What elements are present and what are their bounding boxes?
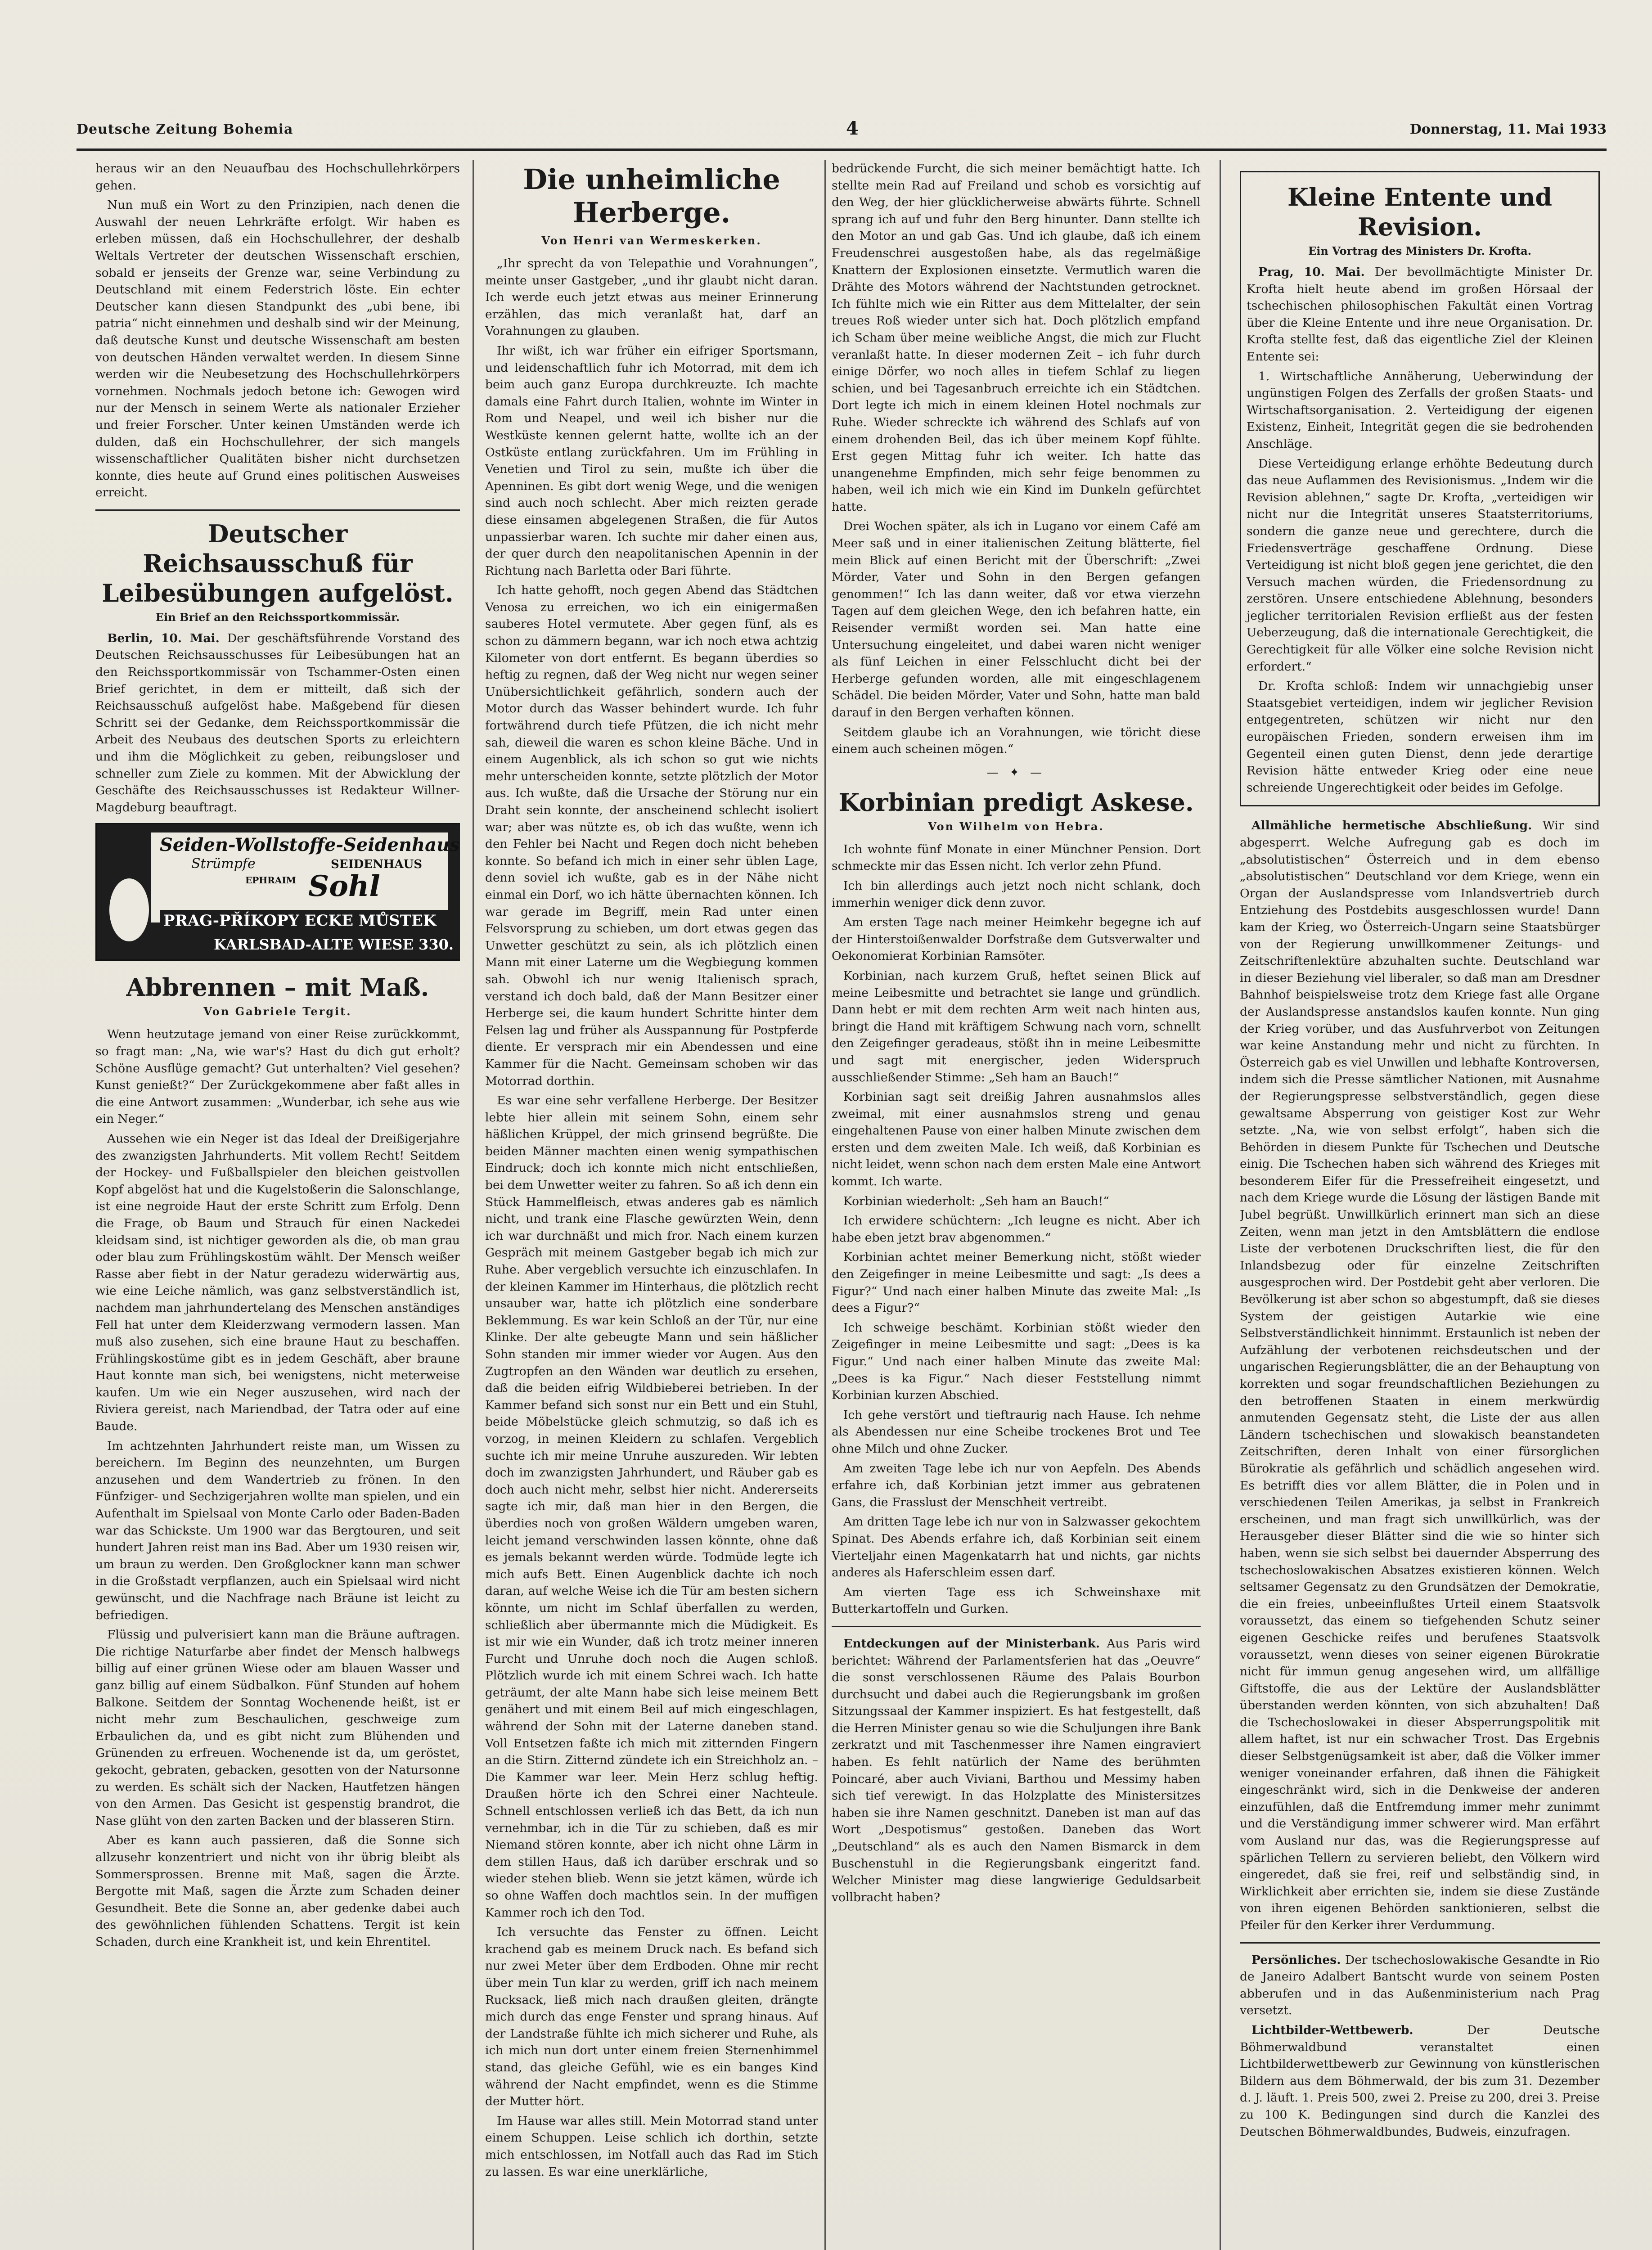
article-text: Am ersten Tage nach meiner Heimkehr begegne ich auf der Hinterstoißenwalder Dorfstraße dem Gutsverwalter und Oekonomierat Korbinian Ramsöter.: [832, 915, 1201, 963]
paper-name: Deutsche Zeitung Bohemia: [77, 122, 293, 137]
article-text: Ich hatte gehofft, noch gegen Abend das Städtchen Venosa zu erreichen, wo ich ein einigermaßen sauberes Hotel vermutete. Aber gegen fünf, als es schon zu dämmern begann, war ich noch etwa achtzig Kilometer von dort entfernt. Es begann überdies so heftig zu regnen, daß der Weg nicht nur wegen seiner Unübersichtlichkeit gefährlich, sondern auch der Motor durch das Wasser behindert wurde. Ich fuhr fortwährend durch tiefe Pfützen, die ich nicht mehr sah, dieweil die waren es schon kleine Bäche. Und in einem Augenblick, als ich schon so gut wie nichts mehr unterscheiden konnte, setzte plötzlich der Motor aus. Ich wußte, daß die Ursache der Störung nur ein Draht sein konnte, der anscheinend schlecht isoliert war; aber was nützte es, ob ich das wußte, wenn ich den Fehler bei Nacht und Regen doch nicht beheben konnte. So befand ich mich in einer sehr üblen Lage, denn soviel ich wußte, gab es in der Nähe nicht einmal ein Dorf, wo ich hätte übernachten können. Ich war gerade im Begriff, mein Rad unter einen Felsvorsprung zu schieben, um dort etwas gegen das Unwetter geschützt zu sein, als ich plötzlich einen Mann mit einer Laterne um die Wegbiegung kommen sah. Obwohl ich nur wenig Italienisch sprach, verstand ich doch bald, daß der Mann Besitzer einer Herberge sei, die kaum hundert Schritte hinter dem Felsen lag und früher als Ausspannung für Postpferde diente. Er versprach mir ein Abendessen und eine Kammer für die Nacht. Gemeinsam schoben wir das Motorrad dorthin.: [485, 583, 818, 1088]
article-text: Dr. Krofta schloß: Indem wir unnachgiebig unser Staatsgebiet verteidigen, indem wir jeglicher Revision entgegentreten, schützen wir nicht nur den europäischen Frieden, sondern erweisen ihm im Gegenteil einen guten Dienst, denn jede derartige Revision hätte entweder Krieg oder eine neue schreiende Ungerechtigkeit oder beides im Gefolge.: [1247, 679, 1593, 795]
page-number: 4: [846, 118, 859, 139]
column-rule: [824, 160, 826, 2250]
article-text: Im achtzehnten Jahrhundert reiste man, um Wissen zu bereichern. Im Beginn des neunzehnten, um Burgen anzusehen und dem Wandertrieb zu frönen. In den Fünfziger- und Sechzigerjahren wollte man spielen, und ein Aufenthalt im Spielsaal von Monte Carlo oder Baden-Baden war das Schickste. Um 1900 war das Bergtouren, und seit hundert Jahren reist man ins Bad. Aber um 1930 reisen wir, um braun zu werden. Den Großglockner kann man schwer in die Großstadt verpflanzen, auch ein Spielsaal wird nicht gewünscht, und die Nachfrage nach Bräune ist leicht zu befriedigen.: [95, 1439, 460, 1622]
column-4: [1240, 160, 1600, 2143]
article-text: Am zweiten Tage lebe ich nur von Aepfeln. Des Abends erfahre ich, daß Korbinian jetzt immer aus gebratenen Gans, die Frasslust der Menschheit vertreibt.: [832, 1461, 1201, 1509]
byline: Von Wilhelm von Hebra.: [928, 819, 1104, 833]
article-text: Diese Verteidigung erlange erhöhte Bedeutung durch das neue Auflammen des Revisionismus. „Indem wir die Revision ablehnen,“ sagte Dr. Krofta, „verteidigen wir nicht nur die Integrität unseres Staatsterritoriums, sondern die ganze neue und gerechtere, durch die Friedensverträge geschaffene Ordnung. Diese Verteidigung ist nicht bloß gegen jene gerichtet, die den Versuch machen würden, die Friedensordnung zu zerstören. Unsere entschiedene Ablehnung, besonders jeglicher territorialen Revision erfließt aus der festen Ueberzeugung, daß die internationale Gerechtigkeit, die Gerechtigkeit für alle Völker eine solche Revision nicht erfordert.“: [1247, 456, 1593, 674]
article-text: Es war eine sehr verfallene Herberge. Der Besitzer lebte hier allein mit seinem Sohn, einem sehr häßlichen Krüppel, der mich grinsend begrüßte. Die beiden Männer machten einen wenig sympathischen Eindruck; doch ich konnte mich nicht entschließen, bei dem Unwetter weiter zu fahren. So aß ich denn ein Stück Hammelfleisch, etwas anderes gab es nämlich nicht, und trank eine Flasche gewürzten Wein, denn ich war durchnäßt und mich fror. Nach einem kurzen Gespräch mit meinem Gastgeber begab ich mich zur Ruhe. Aber vergeblich versuchte ich einzuschlafen. In der kleinen Kammer im Hinterhaus, die plötzlich recht unsauber war, hatte ich plötzlich eine sonderbare Beklemmung. Es war kein Schloß an der Tür, nur eine Klinke. Der alte gebeugte Mann und sein häßlicher Sohn standen mir immer wieder vor Augen. Aus den Zugtropfen an den Wänden war deutlich zu ersehen, daß die beiden eifrig Wildbieberei betrieben. In der Kammer befand sich sonst nur ein Bett und ein Stuhl, beide Möbelstücke gleich schmutzig, so daß ich es vorzog, in meinen Kleidern zu schlafen. Vergeblich suchte ich mir meine Unruhe auszureden. Wir lebten doch im zwanzigsten Jahrhundert, und Räuber gab es doch auch nicht mehr, selbst hier nicht. Andererseits sagte ich mir, daß man hier in den Bergen, die überdies noch von großen Wäldern umgeben waren, leicht jemand verschwinden lassen könnte, ohne daß es jemals bekannt werden würde. Todmüde legte ich mich aufs Bett. Einen Augenblick dachte ich noch daran, auf welche Weise ich die Tür am besten sichern könnte, um nicht im Schlaf überfallen zu werden, schließlich aber übermannte mich die Müdigkeit. Es ist mir wie ein Wunder, daß ich trotz meiner inneren Furcht und Unruhe doch noch die Augen schloß. Plötzlich wurde ich mit einem Schrei wach. Ich hatte geträumt, der alte Mann habe sich leise meinem Bett genähert und mit einem Beil auf mich eingeschlagen, während der Sohn mit der Laterne daneben stand. Voll Entsetzen faßte ich mich mit zitternden Fingern an die Stirn. Zitternd zündete ich ein Streichholz an. – Die Kammer war leer. Mein Herz schlug heftig. Draußen hörte ich den Schrei einer Nachteule. Schnell entschlossen verließ ich das Bett, da ich nun vernehmbar, ich in die Tür zu schieben, daß es mir Niemand stören konnte, aber ich nicht ohne Lärm in dem stillen Haus, daß ich darüber erschrak und so wieder stehen blieb. Wenn sie jetzt kämen, würde ich so ohne Waffen doch machtlos sein. In der muffigen Kammer roch ich den Tod.: [485, 1094, 818, 1920]
headline: Abbrennen – mit Maß.: [126, 973, 429, 1002]
article-text: Korbinian achtet meiner Bemerkung nicht, stößt wieder den Zeigefinger in meine Leibesmitte und sagt: „Is dees a Figur?“ Und nach einer halben Minute das zweite Mal: „Is dees a Figur?“: [832, 1250, 1201, 1315]
article-text: Ich bin allerdings auch jetzt noch nicht schlank, doch immerhin weniger dick denn zuvor.: [832, 878, 1201, 910]
note-lead: Lichtbilder-Wettbewerb.: [1251, 2023, 1413, 2037]
article-text: Korbinian sagt seit dreißig Jahren ausnahmslos alles zweimal, mit einer ausnahmslos streng und genau eingehaltenen Pause von einer halben Minute zwischen dem ersten und dem zweiten Male. Ich weiß, daß Korbinian es nicht leidet, wenn schon nach dem ersten Male eine Antwort kommt. Ich warte.: [832, 1090, 1201, 1189]
article-text: Aber es kann auch passieren, daß die Sonne sich allzusehr konzentriert und nicht von ihr übrig bleibt als Sommersprossen. Brenne mit Maß, sagen die Ärzte. Bergotte mit Maß, sagen die Ärzte zum Schaden deiner Gesundheit. Bete die Sonne an, aber gedenke dabei auch des gewöhnlichen fühlenden Schattens. Tergit ist kein Schaden, durch eine Krankheit ist, und kein Ehrentitel.: [95, 1833, 460, 1949]
ad-address-karlsbad: KARLSBAD-ALTE WIESE 330.: [214, 936, 454, 954]
article-text: Flüssig und pulverisiert kann man die Bräune auftragen. Die richtige Naturfarbe aber findet der Mensch halbwegs billig auf einer grünen Wiese oder am blauen Wasser und ganz billig auf einem Südbalkon. Fünf Stunden auf hohem Balkone. Seitdem der Sonntag Wochenende heißt, ist er nicht mehr zum Beschaulichen, geschweige zum Erbaulichen da, und es gibt nicht zum Blühenden und Grünenden zu erfreuen. Wochenende ist da, um geröstet, gekocht, gebraten, gebacken, gesotten von der Natursonne zu werden. Es schält sich der Nacken, Hautfetzen hängen von den Armen. Das Gesicht ist gespenstig brandrot, die Nase glüht von den zarten Backen und der blasseren Stirn.: [95, 1628, 460, 1828]
article-text: Aussehen wie ein Neger ist das Ideal der Dreißigerjahre des zwanzigsten Jahrhunderts. Mit vollem Recht! Seitdem der Hockey- und Fußballspieler den bleichen geistvollen Kopf abgelöst hat und die Kugelstoßerin die Salonschlange, ist eine negroide Haut der erste Schritt zum Erfolg. Denn die Frage, ob Baum und Strauch für einen Nackedei kleidsam sind, ist nichtiger geworden als die, ob man grau oder blau zum Frühlingskostüm wählt. Der Mensch weißer Rasse aber fiebt in der Natur geradezu widerwärtig aus, wie eine Leiche nämlich, was ganz selbstverständlich ist, nachdem man jahrhundertelang des Menschen anständiges Fell hat unter dem Kleiderzwang vermodern lassen. Man muß also zusehen, sich eine braune Haut zu beschaffen. Frühlingskostüme gibt es in jedem Geschäft, aber braune Haut konnte man sich, bei wenigstens, nicht meterweise kaufen. Um wie ein Neger auszusehen, wird nach der Riviera gereist, nach Mariendbad, der Tatra oder auf eine Baude.: [95, 1131, 460, 1434]
column-rule: [473, 160, 474, 2250]
column-rule: [1220, 160, 1221, 2250]
article-text: Ich versuchte das Fenster zu öffnen. Leicht krachend gab es meinem Druck nach. Es befand sich nur zwei Meter über dem Erdboden. Ohne mir recht über mein Tun klar zu werden, griff ich nach meinem Rucksack, ließ mich nach draußen gleiten, drängte mich durch das enge Fenster und sprang hinaus. Auf der Landstraße fühlte ich mich sicherer und Ruhe, als ich mich nun dort unter einem freien Sternenhimmel stand, das gleiche Gefühl, wie es ein banges Kind während der Nacht empfindet, wenn es die Stimme der Mutter hört.: [485, 1925, 818, 2109]
article-text: Ihr wißt, ich war früher ein eifriger Sportsmann, und leidenschaftlich fuhr ich Motorrad, mit dem ich beim auch ganz Europa durchkreuzte. Ich machte damals eine Fahrt durch Italien, wohnte im Winter in Rom und Neapel, und weil ich bisher nur die Westküste kennen gelernt hatte, wollte ich an der Ostküste entlang zurückfahren. Um im Frühling in Venetien und Tirol zu sein, mußte ich über die Apenninen. Es gibt dort wenig Wege, und die wenigen sind auch noch schlecht. Aber mich reizten gerade diese einsamen abgelegenen Straßen, die für Autos unpassierbar waren. Ich suchte mir daher einen aus, der quer durch den neapolitanischen Apennin in der Richtung nach Barletta oder Bari führte.: [485, 343, 818, 578]
article-text: Der bevollmächtigte Minister Dr. Krofta hielt heute abend im großen Hörsaal der tschechischen philosophischen Fakultät einen Vortrag über die Kleine Entente und ihre neue Organisation. Dr. Krofta stellte fest, daß das eigentliche Ziel der Kleinen Entente sei:: [1247, 265, 1593, 364]
byline: Von Gabriele Tergit.: [203, 1005, 352, 1018]
ad-subline: Strümpfe: [191, 856, 256, 872]
subheadline: Ein Vortrag des Ministers Dr. Krofta.: [1308, 244, 1532, 257]
article-text: Der geschäftsführende Vorstand des Deutschen Reichsausschusses für Leibesübungen hat an den Reichssportkommissär von Tschammer-Osten einen Brief gerichtet, in dem er mitteilt, daß sich der Reichsausschuß aufgelöst habe. Maßgebend für diesen Schritt sei der Gedanke, dem Reichssportkommissär die Arbeit des Neubaus des deutschen Sports zu erleichtern und ihm die Möglichkeit zu geben, reibungsloser und schneller zum Ziele zu kommen. Mit der Abwicklung der Geschäfte des Reichsausschusses ist Redakteur Willner-Magdeburg beauftragt.: [95, 631, 460, 814]
article-text: heraus wir an den Neuaufbau des Hochschullehrkörpers gehen.: [95, 162, 460, 193]
divider: [1240, 1942, 1600, 1944]
article-text: 1. Wirtschaftliche Annäherung, Ueberwindung der ungünstigen Folgen des Zerfalls der großen Staats- und Wirtschaftsorganisation. 2. Verteidigung der eigenen Existenz, Einheit, Integrität gegen die sie bedrohenden Anschläge.: [1247, 369, 1593, 451]
column-2: [485, 160, 818, 2183]
subheadline: Ein Brief an den Reichssportkommissär.: [155, 610, 400, 624]
article-text: „Ihr sprecht da von Telepathie und Vorahnungen“, meinte unser Gastgeber, „und ihr glaubt nicht daran. Ich werde euch jetzt etwas aus meiner Erinnerung erzählen, das mich veranlaßt hat, darf an Vorahnungen zu glauben.: [485, 256, 818, 338]
article-text: Am vierten Tage ess ich Schweinshaxe mit Butterkartoffeln und Gurken.: [832, 1585, 1201, 1616]
boxed-article: [1240, 171, 1600, 806]
article-text: Ich gehe verstört und tieftraurig nach Hause. Ich nehme als Abendessen nur eine Scheibe trockenes Brot und Tee ohne Milch und ohne Zucker.: [832, 1408, 1201, 1456]
ad-logo: Sohl: [308, 869, 380, 904]
article-lead: Entdeckungen auf der Ministerbank.: [843, 1636, 1100, 1651]
headline: Korbinian predigt Askese.: [838, 788, 1194, 817]
ad-address-prag: PRAG-PŘÍKOPY ECKE MŮSTEK: [160, 910, 455, 932]
article-text: Ich erwidere schüchtern: „Ich leugne es nicht. Aber ich habe eben jetzt brav abgenommen.“: [832, 1214, 1201, 1245]
ad-store-type: SEIDENHAUS: [331, 858, 423, 872]
headline: Kleine Entente und Revision.: [1287, 183, 1553, 241]
note-text: Der tschechoslowakische Gesandte in Rio de Janeiro Adalbert Bantscht wurde von seinem Posten abberufen und in das Außenministerium nach Prag versetzt.: [1240, 1953, 1600, 2018]
header-rule: [77, 148, 1607, 151]
article-text: Ich schweige beschämt. Korbinian stößt wieder den Zeigefinger in meine Leibesmitte und sagt: „Dees is ka Figur.“ Und nach einer halben Minute das zweite Mal: „Dees is ka Figur.“ Nach dieser Feststellung nimmt Korbinian kurzen Abschied.: [832, 1320, 1201, 1403]
article-text: Aus Paris wird berichtet: Während der Parlamentsferien hat das „Oeuvre“ die sonst verschlossenen Räume des Palais Bourbon durchsucht und dabei auch die Regierungsbank im großen Sitzungssaal der Kammer inspiziert. Es hat festgestellt, daß die Herren Minister genau so wie die Schuljungen ihre Bank zerkratzt und mit Taschenmesser ihre Namen eingraviert haben. Es fehlt natürlich der Name des berühmten Poincaré, aber auch Viviani, Barthou und Messimy haben sich tief verewigt. In das Holzplatte des Ministersitzes haben sie ihre Namen geschnitzt. Daneben ist man auf das Wort „Despotismus“ gestoßen. Daneben das Wort „Deutschland“ als es auch den Namen Bismarck in dem Buschenstuhl in die Regierungsbank eingeritzt fand. Welcher Minister mag diese langwierige Geduldsarbeit vollbracht haben?: [832, 1636, 1201, 1904]
ad-owner: EPHRAIM: [245, 875, 296, 886]
article-text: Seitdem glaube ich an Vorahnungen, wie töricht diese einem auch scheinen mögen.“: [832, 725, 1201, 756]
article-text: Drei Wochen später, als ich in Lugano vor einem Café am Meer saß und in einer italienischen Zeitung blätterte, fiel mein Blick auf einen Bericht mit der Überschrift: „Zwei Mörder, Vater und Sohn in den Bergen gefangen genommen!“ Ich las dann weiter, daß vor etwa vierzehn Tagen auf dem gleichen Wege, den ich befahren hatte, ein Reisender vermißt worden sei. Man hatte eine Untersuchung eingeleitet, und dabei waren nicht weniger als fünf Leichen in einer Felsschlucht dicht bei der Herberge gefunden worden, alle mit eingeschlagenem Schädel. Die beiden Mörder, Vater und Sohn, hatte man bald darauf in den Bergen verhaften können.: [832, 519, 1201, 720]
headline: Die unheimliche Herberge.: [523, 163, 780, 229]
byline: Von Henri van Wermeskerken.: [541, 234, 762, 247]
article-text: Ich wohnte fünf Monate in einer Münchner Pension. Dort schmeckte mir das Essen nicht. Ich verlor zehn Pfund.: [832, 842, 1201, 873]
ad-oval-logo: [109, 878, 149, 941]
article-lead: Allmähliche hermetische Abschließung.: [1251, 819, 1532, 833]
article-text: Wir sind abgesperrt. Welche Aufregung gab es doch im „absolutistischen“ Österreich und in dem ebenso „absolutistischen“ Deutschland vor dem Kriege, wenn ein Organ der Auslandspresse vom Inlandsvertrieb durch Entziehung des Postdebits ausgeschlossen wurde! Dann kam der Krieg, wo Österreich-Ungarn seine Staatsbürger von der Regierung unwillkommener Zeitungs- und Zeitschriftenlektüre abzuhalten suchte. Deutschland war in dieser Beziehung viel liberaler, so daß man am Dresdner Bahnhof beispielsweise trotz dem Kriege fast alle Organe der Auslandspresse anstandslos kaufen konnte. Nun ging der Krieg vorüber, und das Ausfuhrverbot von Zeitungen war keine Anstandung mehr und nicht zu fürchten. In Österreich gab es viel Unwillen und lebhafte Kontroversen, indem sich die Presse sämtlicher Nationen, mit Ausnahme der Regierungspresse selbstverständlich, gegen diese gewaltsame Absperrung von geistiger Kost zur Wehr setzte. „Na, wie von selbst erfolgt“, haben sich die Behörden in diesem Punkte für Tschechen und Deutsche einig. Die Tschechen haben sich während des Krieges mit besonderem Eifer für die Pressefreiheit eingesetzt, und nach dem Kriege wurde die Lösung der lästigen Bande mit Jubel begrüßt. Unwillkürlich erinnert man sich an diese Zeiten, wenn man jetzt in den Amtsblättern die endlose Liste der verbotenen Druckschriften liest, die für den Inlandsbezug oder für einzelne Zeitschriften ausgesprochen wird. Der Postdebit geht aber verloren. Die Bevölkerung ist aber schon so abgestumpft, daß sie dieses System der geistigen Autarkie wie eine Selbstverständlichkeit hinnimmt. Erstaunlich ist neben der Aufzählung der verbotenen reichsdeutschen und der ungarischen Regierungsblätter, die an der Behauptung von korrekten und sogar freundschaftlichen Beziehungen zu den betroffenen Staaten in einem merkwürdig anmutenden Gegensatz steht, die Liste der aus allen Ländern tschechischen und slowakisch beanstandeten Zeitschriften, deren Inhalt von einer fürsorglichen Bürokratie als gefährlich und schädlich angesehen wird. Es betrifft dies vor allem Blätter, die in Polen und in verschiedenen Teilen Amerikas, ja selbst in Frankreich erscheinen, und man fragt sich unwillkürlich, was der Herausgeber dieser Blätter sind die wie so hinter sich haben, wenn sie sich selbst bei dauernder Absperrung des tschechoslowakischen Absatzes existieren können. Welch seltsamer Gegensatz zu den Grundsätzen der Demokratie, die ein freies, unbeeinflußtes Urteil einem Staatsvolk voraussetzt, das einem so tiefgehenden Schutz seiner eigenen Geschicke reifes und berufenes Staatsvolk voraussetzt, wenn dieses von seiner eigenen Bürokratie nicht für immun genug angesehen wird, um allfällige Giftstoffe, die aus der Lektüre der Auslandsblätter überstanden werden könnten, von sich abzuhalten! Daß die Tschechoslowakei in dieser Absperrungspolitik mit allem haftet, ist nur ein schwacher Trost. Das Ergebnis dieser Selbstgenügsamkeit ist aber, daß die Völker immer weniger voneinander erfahren, daß ihnen die Fähigkeit eingeschränkt wird, sich in die Denkweise der anderen einzufühlen, daß die Entfremdung immer mehr zunimmt und die Verständigung immer schwerer wird. Man erfährt vom Ausland nur das, was die Regierungspresse auf spärlichen Tellern zu servieren beliebt, den Völkern wird eingeredet, daß sie frei, reif und selbständig sind, in Wirklichkeit aber errichten sie, indem sie diese Zustände von ihren eigenen Behörden sanktionieren, selbst die Pfeiler für den Kerker ihrer Verdummung.: [1240, 819, 1600, 1932]
divider: [95, 509, 460, 511]
article-text: Korbinian, nach kurzem Gruß, heftet seinen Blick auf meine Leibesmitte und betrachtet sie lange und gründlich. Dann hebt er mit dem rechten Arm weit nach hinten aus, bringt die Hand mit kräftigem Schwung nach vorn, schnellt den Zeigefinger geradeaus, stößt ihn in meine Leibesmitte und sagt mit energischer, jeden Widerspruch ausschließender Stimme: „Seh ham an Bauch!“: [832, 968, 1201, 1084]
advertisement: [95, 823, 460, 961]
dateline: Berlin, 10. Mai.: [107, 631, 220, 645]
article-text: Nun muß ein Wort zu den Prinzipien, nach denen die Auswahl der neuen Lehrkräfte erfolgt. Wir haben es erleben müssen, daß ein Hochschullehrer, der deshalb Weltals Vertreter der deutschen Wissenschaft erschien, sobald er jenseits der Grenze war, seine Verbindung zu Deutschland mit einem Federstrich löste. Ein echter Deutscher kann diesen Standpunkt des „ubi bene, ibi patria“ nicht einnehmen und deshalb sind wir der Meinung, daß deutsche Kunst und deutsche Wissenschaft am besten von deutschen Händen verwaltet werden. In diesem Sinne werden wir die Neubesetzung des Hochschullehrkörpers vornehmen. Nochmals jedoch betone ich: Gewogen wird nur der Mensch in seinem Werte als nationaler Erzieher und freier Forscher. Unter keinen Umständen werde ich dulden, daß ein Hochschullehrer, der sich mangels wissenschaftlicher Qualitäten bisher nicht durchsetzen konnte, dies heute auf Grund eines politischen Ausweises erreicht.: [95, 198, 460, 500]
note-text: Der Deutsche Böhmerwaldbund veranstaltet einen Lichtbilderwettbewerb zur Gewinnung von künstlerischen Bildern aus dem Böhmerwald, der bis zum 31. Dezember d. J. läuft. 1. Preis 500, zwei 2. Preise zu 200, drei 3. Preise zu 100 K. Bedingungen sind durch die Kanzlei des Deutschen Böhmerwaldbundes, Budweis, einzufragen.: [1240, 2023, 1600, 2139]
note-lead: Persönliches.: [1251, 1953, 1341, 1967]
dateline: Prag, 10. Mai.: [1258, 265, 1365, 279]
ad-headline: Seiden-Wollstoffe-Seidenhaus: [160, 834, 460, 856]
ornament-divider: — ✦ —: [986, 765, 1046, 779]
column-3: [832, 160, 1201, 1908]
article-text: Im Hause war alles still. Mein Motorrad stand unter einem Schuppen. Leise schlich ich dorthin, setzte mich entschlossen, im Notfall auch das Rad im Stich zu lassen. Es war eine unerklärliche,: [485, 2114, 818, 2179]
issue-date: Donnerstag, 11. Mai 1933: [1409, 122, 1607, 137]
article-text: bedrückende Furcht, die sich meiner bemächtigt hatte. Ich stellte mein Rad auf Freiland und schob es vorsichtig auf den Weg, der hier glücklicherweise abwärts führte. Schnell sprang ich auf und fuhr den Berg hinunter. Dann stellte ich den Motor an und gab Gas. Und ich glaube, daß ich einem Freudenschrei ausgestoßen habe, als das regelmäßige Knattern der Explosionen einsetzte. Vermutlich waren die Drähte des Motors während der Nachtstunden getrocknet. Ich fühlte mich wie ein Ritter aus dem Mittelalter, der sein treues Roß wieder unter sich hat. Doch plötzlich empfand ich Scham über meine weibliche Angst, die mich zur Flucht veranlaßt hatte. In dieser modernen Zeit – ich fuhr durch einige Dörfer, wo noch alles in tiefem Schlaf zu liegen schien, und bei Tagesanbruch erreichte ich ein Städtchen. Dort legte ich mich in einem kleinen Hotel nochmals zur Ruhe. Wieder schreckte ich während des Schlafs auf von einem drohenden Beil, das ich über meinem Kopf fühlte. Erst gegen Mittag fuhr ich weiter. Ich hatte das unangenehme Empfinden, mich sehr feige benommen zu haben, weil ich mich wie ein Kind im Dunkeln gefürchtet hatte.: [832, 162, 1201, 514]
article-text: Korbinian wiederholt: „Seh ham an Bauch!“: [843, 1194, 1109, 1208]
article-text: Am dritten Tage lebe ich nur von in Salzwasser gekochtem Spinat. Des Abends erfahre ich, daß Korbinian seit einem Vierteljahr einen Magenkatarrh hat und nichts, gar nichts anderes als Haferschleim essen darf.: [832, 1515, 1201, 1580]
column-1: [95, 160, 460, 1953]
divider: [832, 1626, 1201, 1627]
article-text: Wenn heutzutage jemand von einer Reise zurückkommt, so fragt man: „Na, wie war's? Hast du dich gut erholt? Schöne Ausflüge gemacht? Gut unterhalten? Viel gesehen? Kunst genießt?“ Der Zurückgekommene aber faßt alles in die eine Antwort zusammen: „Wunderbar, ich sehe aus wie ein Neger.“: [95, 1027, 460, 1126]
headline: Deutscher Reichsausschuß für Leibesübungen aufgelöst.: [102, 519, 454, 608]
